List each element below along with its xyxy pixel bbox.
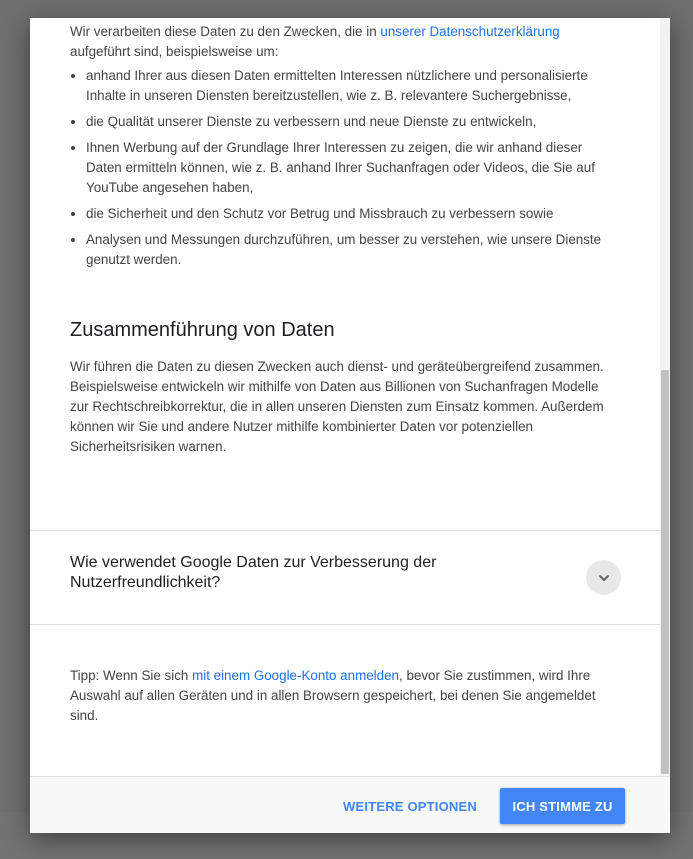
section-body: Wir führen die Daten zu diesen Zwecken auch dienst- und geräteübergreifend zusammen. Beispielsweise entwickeln wir mithilfe von Daten aus Billionen von Suchanfragen Modelle zur Rechtschreibkorrektur, die in allen unseren Diensten zum Einsatz kommen. Außerdem können wir Sie und andere Nutzer mithilfe kombinierter Daten vor potenziellen Sicherheitsrisiken warnen. [70,359,604,454]
tip-text-after: , bevor Sie zustimmen, wird Ihre Auswahl auf allen Geräten und in allen Browsern gespeichert, bei denen Sie angemeldet sind. [70,668,596,723]
accordion-usage[interactable] [30,531,660,624]
list-item: • anhand Ihrer aus diesen Daten ermittelten Interessen nützlichere und personalisierte Inhalte in unseren Diensten bereitzustellen, wie z. B. relevantere Suchergebnisse, [86,66,620,106]
expand-button[interactable] [586,560,621,595]
privacy-policy-link[interactable]: unserer Datenschutzerklärung [380,24,560,39]
more-options-button[interactable]: WEITERE OPTIONEN [338,788,482,824]
list-item: • Analysen und Messungen durchzuführen, um besser zu verstehen, wie unsere Dienste genutzt werden. [86,230,620,270]
divider-bottom [30,624,660,625]
intro-text-after: aufgeführt sind, beispielsweise um: [70,44,279,59]
sign-in-link[interactable]: mit einem Google-Konto anmelden [192,668,399,683]
dialog-scroll-area[interactable] [30,18,660,776]
dialog-content [30,22,660,457]
dialog-footer [30,776,670,833]
intro-text-before: Wir verarbeiten diese Daten zu den Zwecken, die in [70,24,381,39]
tip-text [70,666,620,726]
purpose-list [70,66,620,270]
list-item: • Ihnen Werbung auf der Grundlage Ihrer Interessen zu zeigen, die wir anhand dieser Daten ermitteln können, wie z. B. anhand Ihrer Suchanfragen oder Videos, die Sie auf YouTube angesehen haben, [86,138,620,198]
accordion-title[interactable]: Wie verwendet Google Daten zur Verbesserung der Nutzerfreundlichkeit? [70,554,437,591]
list-item: • die Sicherheit und den Schutz vor Betrug und Missbrauch zu verbessern sowie [86,204,620,224]
chevron-down-icon [597,571,611,585]
list-item: • die Qualität unserer Dienste zu verbessern und neue Dienste zu entwickeln, [86,112,620,132]
consent-dialog [30,18,670,833]
agree-button[interactable]: ICH STIMME ZU [500,788,625,824]
intro-text [70,22,620,62]
scrollbar-thumb[interactable] [661,370,669,774]
section-title: Zusammenführung von Daten [70,319,335,341]
tip-text-before: Tipp: Wenn Sie sich [70,668,193,683]
